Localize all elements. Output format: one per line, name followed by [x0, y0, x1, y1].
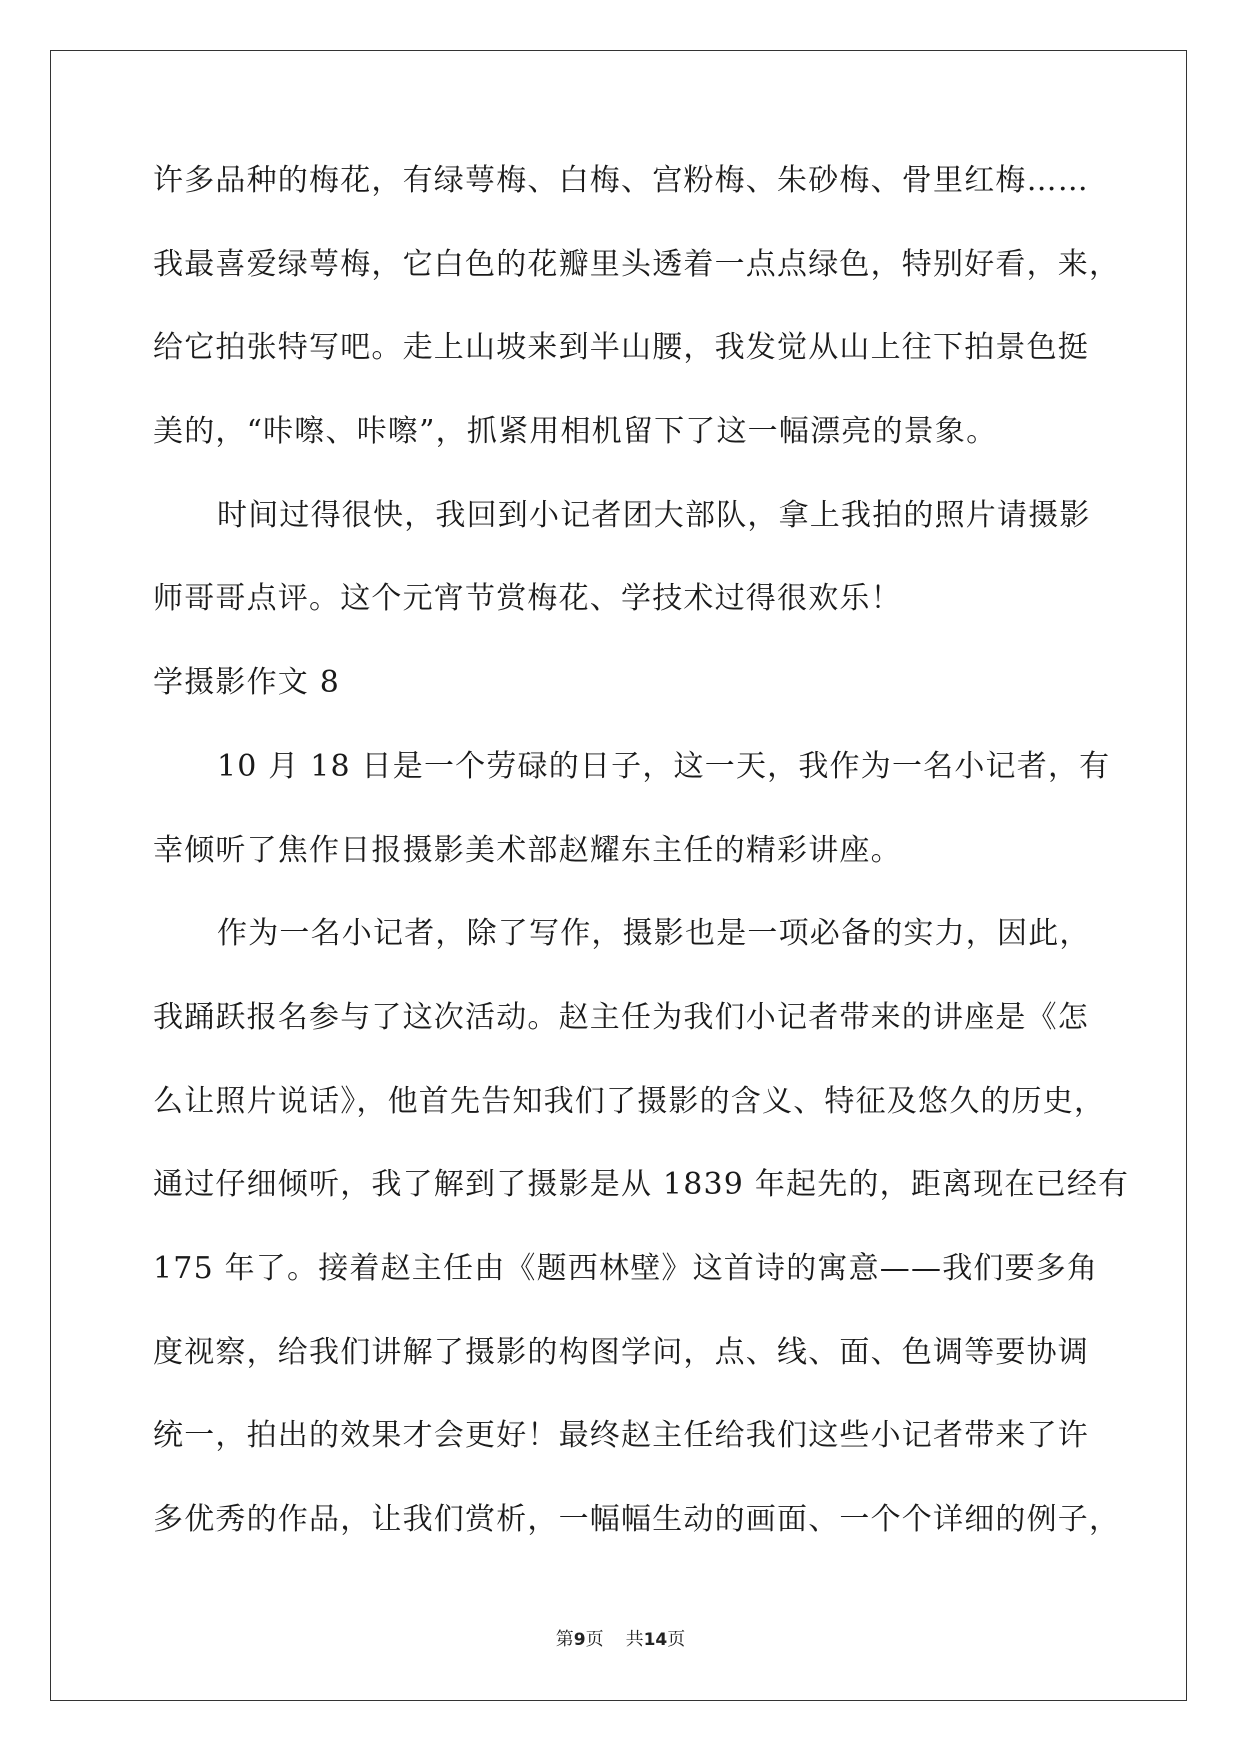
- text-line: 作为一名小记者，除了写作，摄影也是一项必备的实力，因此，: [217, 916, 1091, 952]
- text-line: 许多品种的梅花，有绿萼梅、白梅、宫粉梅、朱砂梅、骨里红梅……: [153, 163, 1089, 198]
- page-footer: [0, 1630, 1241, 1650]
- document-body: [153, 163, 1130, 1589]
- text-line: 时间过得很快，我回到小记者团大部队，拿上我拍的照片请摄影: [217, 497, 1091, 533]
- page-number: 9: [573, 1630, 586, 1650]
- total-prefix: 共: [625, 1629, 644, 1650]
- text-line: 我最喜爱绿萼梅，它白色的花瓣里头透着一点点绿色，特别好看，来，: [153, 246, 1121, 282]
- total-suffix: 页: [667, 1629, 686, 1650]
- text-line: 10 月 18 日是一个劳碌的日子，这一天，我作为一名小记者，有: [217, 748, 1111, 784]
- total-pages: 14: [643, 1630, 668, 1650]
- text-line: 多优秀的作品，让我们赏析，一幅幅生动的画面、一个个详细的例子，: [153, 1502, 1121, 1537]
- text-line: 统一，拍出的效果才会更好！最终赵主任给我们这些小记者带来了许: [153, 1418, 1089, 1454]
- page-suffix: 页: [585, 1629, 604, 1650]
- text-line: 师哥哥点评。这个元宵节赏梅花、学技术过得很欢乐！: [153, 581, 902, 617]
- text-line: 175 年了。接着赵主任由《题西林壁》这首诗的寓意——我们要多角: [153, 1250, 1099, 1286]
- text-line: 美的，“咔嚓、咔嚓”，抓紧用相机留下了这一幅漂亮的景象。: [153, 414, 998, 450]
- text-line: 度视察，给我们讲解了摄影的构图学问，点、线、面、色调等要协调: [153, 1334, 1089, 1370]
- text-line: 给它拍张特写吧。走上山坡来到半山腰，我发觉从山上往下拍景色挺: [153, 330, 1089, 366]
- section-heading: 学摄影作文 8: [153, 665, 341, 701]
- text-line: 幸倾听了焦作日报摄影美术部赵耀东主任的精彩讲座。: [153, 832, 902, 868]
- text-line: 我踊跃报名参与了这次活动。赵主任为我们小记者带来的讲座是《怎: [153, 999, 1089, 1035]
- page-prefix: 第: [555, 1629, 574, 1650]
- text-line: 通过仔细倾听，我了解到了摄影是从 1839 年起先的，距离现在已经有: [153, 1167, 1130, 1203]
- text-line: 么让照片说话》，他首先告知我们了摄影的含义、特征及悠久的历史，: [153, 1083, 1106, 1119]
